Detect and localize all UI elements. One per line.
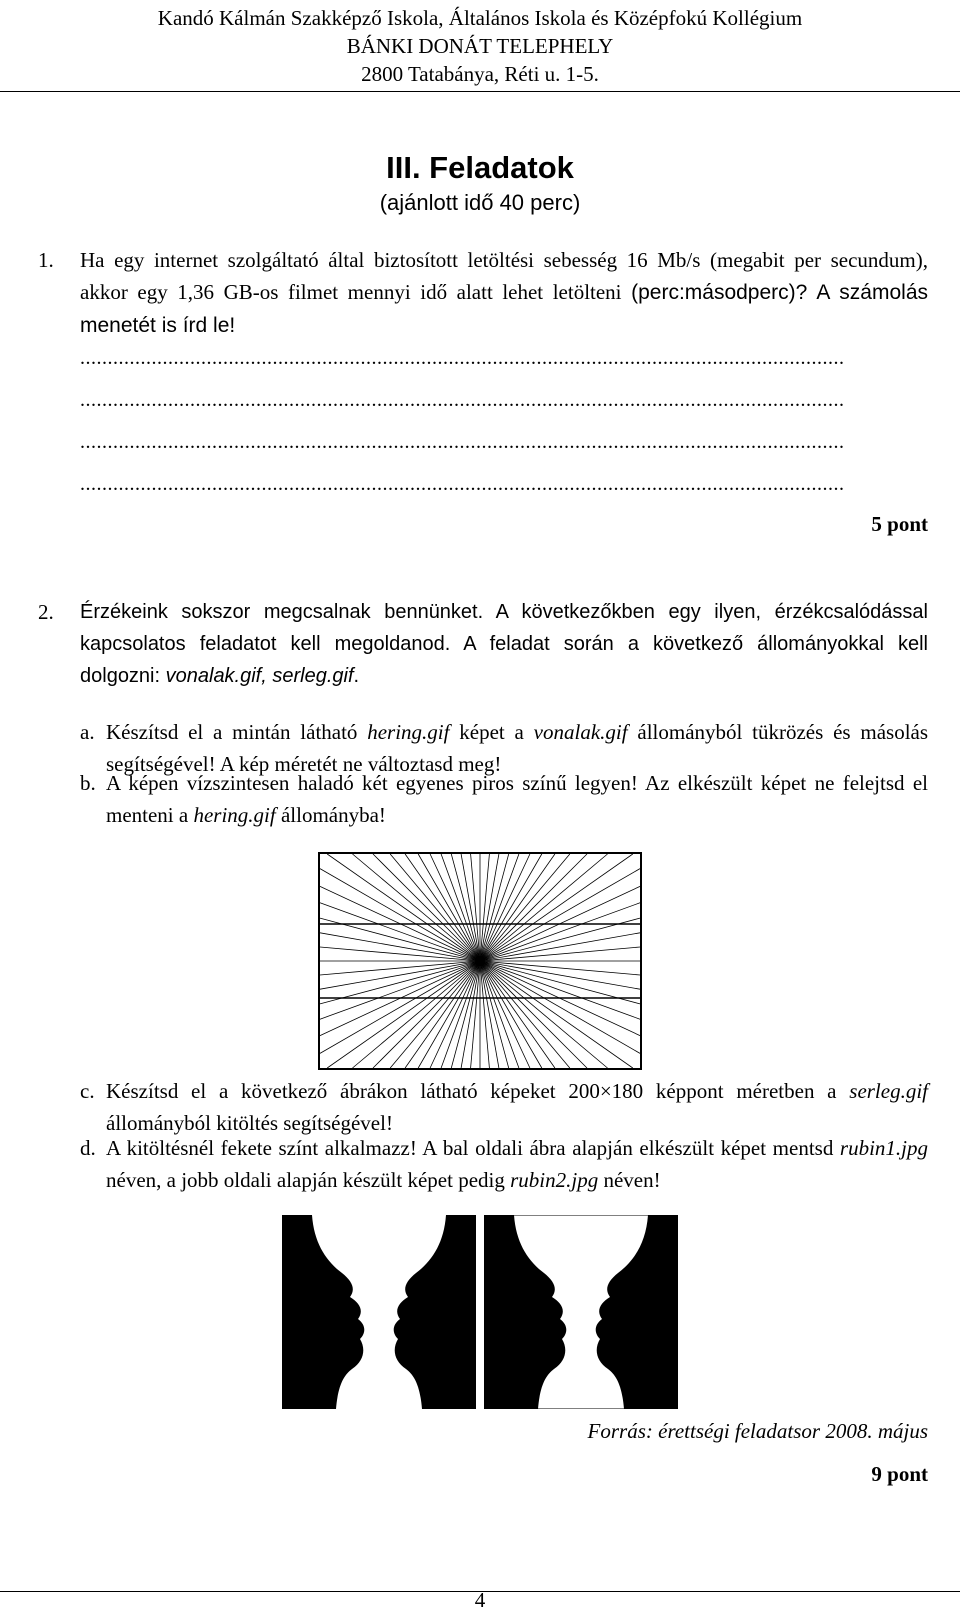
subtask-d-text2: néven, a jobb oldali alapján készült képet pedig [106, 1168, 505, 1192]
answer-line-4: ........................................................................................................................................... [80, 474, 845, 494]
subtask-c-label: c. [80, 1079, 95, 1103]
task2-intro [80, 596, 928, 692]
answer-line-2: ........................................................................................................................................... [80, 390, 845, 410]
section-title: III. Feladatok [386, 150, 574, 185]
header-divider [0, 91, 960, 92]
subtask-a-file2: vonalak.gif [533, 720, 628, 744]
subtask-a-file1: hering.gif [367, 720, 450, 744]
subtask-d-file2: rubin2.jpg [510, 1168, 599, 1192]
task1-text-part1: Ha egy internet szolgáltató által biztosított letöltési sebesség 16 Mb/s (megabit per secundum), akkor egy 1,36 GB-os filmet mennyi idő alatt lehet letölteni [80, 248, 928, 304]
subtask-a-text2: képet a [459, 720, 524, 744]
subtask-d-file1: rubin1.jpg [839, 1136, 928, 1160]
hering-illusion-image [318, 852, 642, 1070]
task2-intro-text: Érzékeink sokszor megcsalnak bennünket. A következőkben egy ilyen, érzékcsalódással kapcsolatos feladatot kell megoldanod. A feladat során a következő állományokkal kell dolgozni: [80, 601, 928, 687]
school-name: Kandó Kálmán Szakképző Iskola, Általános Iskola és Középfokú Kollégium [157, 6, 803, 30]
subtask-c-text2: állományból kitöltés segítségével! [106, 1111, 393, 1135]
subtask-b-text2: állományba! [280, 803, 386, 827]
task2-points: 9 pont [871, 1462, 928, 1486]
subtask-d-text3: néven! [603, 1168, 661, 1192]
task1-number: 1. [38, 248, 54, 272]
task2-period: . [353, 665, 360, 687]
source-citation: Forrás: érettségi feladatsor 2008. május [587, 1419, 928, 1443]
site-name: BÁNKI DONÁT TELEPHELY [346, 34, 614, 58]
subtask-a-text3: állományból tükrözés és másolás segítségével! A kép méretét ne változtasd meg! [106, 720, 929, 776]
subtask-a-label: a. [80, 720, 95, 744]
subtask-d-label: d. [80, 1136, 96, 1160]
subtask-b-file1: hering.gif [193, 803, 276, 827]
subtask-c [80, 1075, 960, 1139]
rubin-vase-right-image [484, 1215, 678, 1409]
answer-line-1: ........................................................................................................................................... [80, 348, 845, 368]
task1-question [80, 244, 928, 342]
answer-line-3: ........................................................................................................................................... [80, 432, 845, 452]
task2-number: 2. [38, 600, 54, 624]
page-number: 4 [474, 1588, 486, 1612]
subtask-b-text1: A képen vízszintesen haladó két egyenes piros színű legyen! Az elkészült képet ne felejtsd el menteni a [106, 771, 928, 827]
task1-text-part2: (perc:másodperc)? A számolás menetét is írd le! [80, 281, 929, 337]
subtask-b-label: b. [80, 771, 96, 795]
rubin-vase-left-image [282, 1215, 476, 1409]
task2-files: vonalak.gif, serleg.gif [165, 665, 354, 687]
subtask-d [80, 1132, 960, 1196]
subtask-c-text1: Készítsd el a következő ábrákon látható képeket 200×180 képpont méretben a [106, 1079, 837, 1103]
task1-points: 5 pont [871, 512, 928, 536]
section-subtitle: (ajánlott idő 40 perc) [379, 190, 581, 215]
subtask-d-text1: A kitöltésnél fekete színt alkalmazz! A bal oldali ábra alapján elkészült képet mentsd [106, 1136, 834, 1160]
address: 2800 Tatabánya, Réti u. 1-5. [361, 62, 599, 86]
subtask-c-file1: serleg.gif [849, 1079, 929, 1103]
subtask-a-text1: Készítsd el a mintán látható [106, 720, 358, 744]
subtask-b [80, 767, 960, 831]
